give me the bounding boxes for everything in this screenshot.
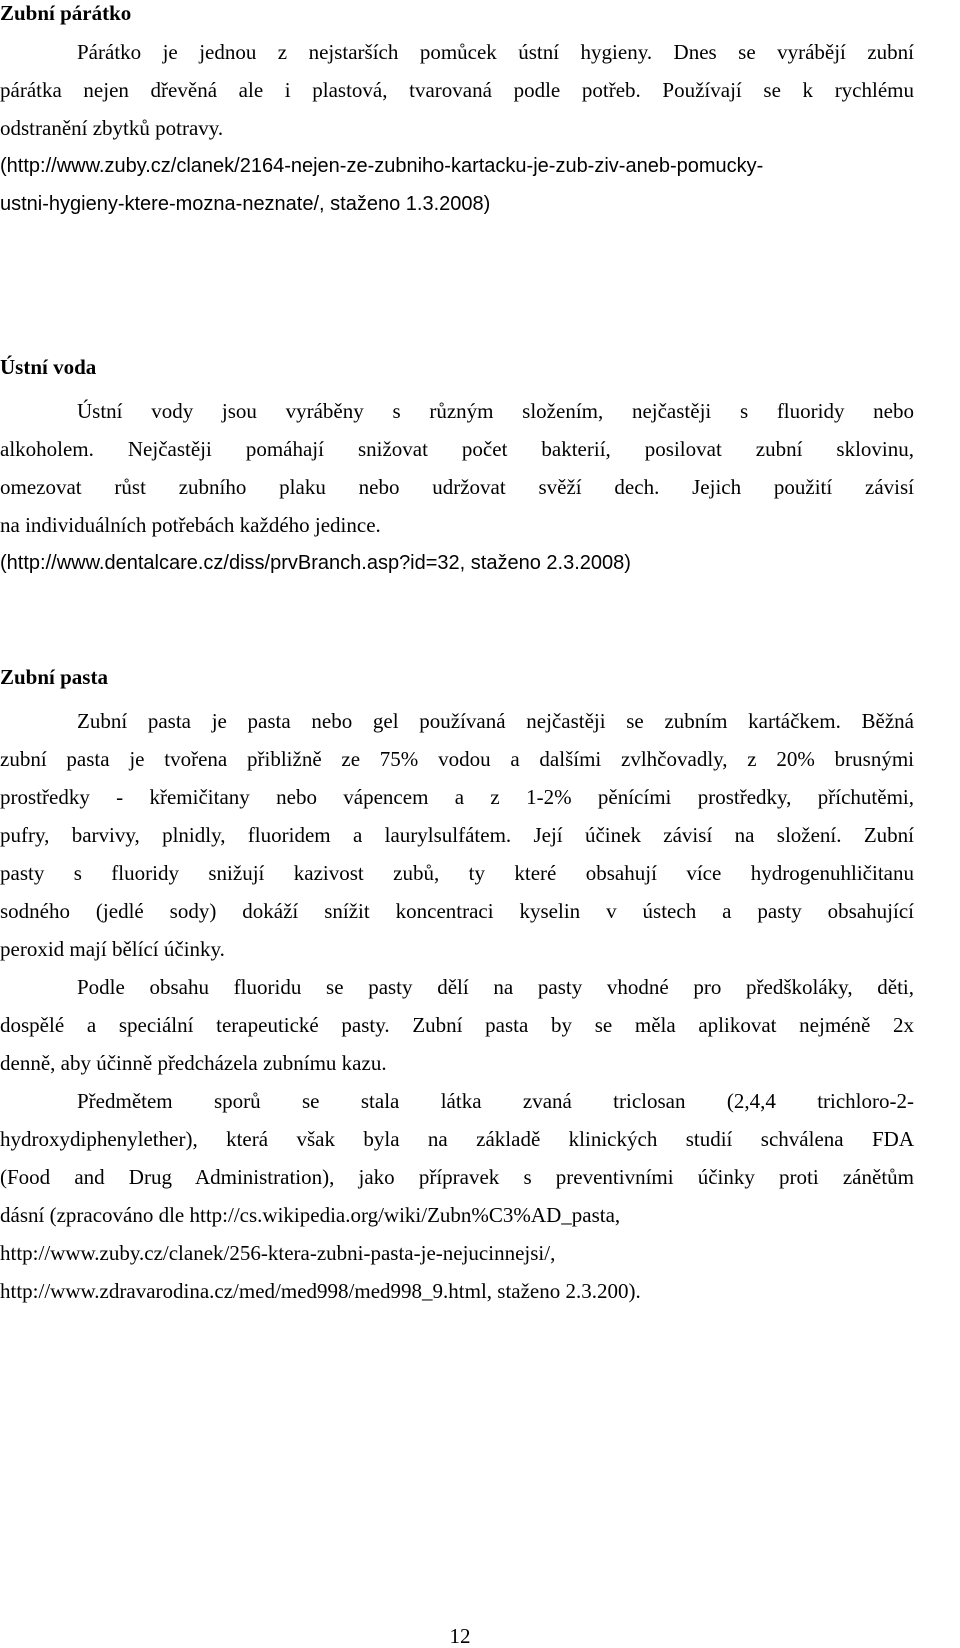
text-line: odstranění zbytků potravy. [0, 116, 224, 140]
text-line: http://www.zuby.cz/clanek/256-ktera-zubni-pasta-je-nejucinnejsi/, [0, 1241, 556, 1265]
text-line: omezovat růst zubního plaku nebo udržovat svěží dech. Jejich použití závisí [0, 475, 914, 499]
text-line: Ústní vody jsou vyráběny s různým složením, nejčastěji s fluoridy nebo [77, 399, 914, 423]
paragraph [0, 33, 914, 223]
text-line: pufry, barvivy, plnidly, fluoridem a laurylsulfátem. Její účinek závisí na složení. Zubní [0, 823, 914, 847]
text-line: Zubní pasta je pasta nebo gel používaná nejčastěji se zubním kartáčkem. Běžná [77, 709, 914, 733]
paragraph [0, 702, 914, 968]
text-line: zubní pasta je tvořena přibližně ze 75% vodou a dalšími zvlhčovadly, z 20% brusnými [0, 747, 914, 771]
section-heading: Zubní párátko [0, 1, 132, 25]
text-line: prostředky - křemičitany nebo vápencem a z 1-2% pěnícími prostředky, příchutěmi, [0, 785, 914, 809]
text-line: denně, aby účinně předcházela zubnímu kazu. [0, 1051, 387, 1075]
page-number: 12 [449, 1624, 471, 1648]
text-line: Párátko je jednou z nejstarších pomůcek ústní hygieny. Dnes se vyrábějí zubní [77, 40, 914, 64]
text-line: (Food and Drug Administration), jako přípravek s preventivními účinky proti zánětům [0, 1165, 914, 1189]
paragraph [0, 392, 914, 582]
text-line: pasty s fluoridy snižují kazivost zubů, ty které obsahují více hydrogenuhličitanu [0, 861, 914, 885]
citation-line: (http://www.zuby.cz/clanek/2164-nejen-ze-zubniho-kartacku-je-zub-ziv-aneb-pomucky- [0, 155, 764, 177]
text-line: peroxid mají bělící účinky. [0, 937, 225, 961]
text-line: dospělé a speciální terapeutické pasty. Zubní pasta by se měla aplikovat nejméně 2x [0, 1013, 914, 1037]
text-line: http://www.zdravarodina.cz/med/med998/med998_9.html, staženo 2.3.200). [0, 1279, 641, 1303]
text-line: na individuálních potřebách každého jedince. [0, 513, 381, 537]
text-line: dásní (zpracováno dle http://cs.wikipedia.org/wiki/Zubn%C3%AD_pasta, [0, 1203, 621, 1227]
paragraph [0, 968, 914, 1082]
paragraph [0, 1082, 914, 1310]
text-line: párátka nejen dřevěná ale i plastová, tvarovaná podle potřeb. Používají se k rychlému [0, 78, 914, 102]
citation-line: ustni-hygieny-ktere-mozna-neznate/, staženo 1.3.2008) [0, 193, 491, 215]
text-line: sodného (jedlé sody) dokáží snížit koncentraci kyselin v ústech a pasty obsahující [0, 899, 914, 923]
section-heading: Zubní pasta [0, 665, 108, 689]
text-line: alkoholem. Nejčastěji pomáhají snižovat počet bakterií, posilovat zubní sklovinu, [0, 437, 914, 461]
section-heading: Ústní voda [0, 355, 97, 379]
text-line: Podle obsahu fluoridu se pasty dělí na pasty vhodné pro předškoláky, děti, [77, 975, 914, 999]
citation-line: (http://www.dentalcare.cz/diss/prvBranch.asp?id=32, staženo 2.3.2008) [0, 552, 631, 574]
text-line: Předmětem sporů se stala látka zvaná triclosan (2,4,4 trichloro-2- [77, 1089, 914, 1113]
text-line: hydroxydiphenylether), která však byla na základě klinických studií schválena FDA [0, 1127, 914, 1151]
